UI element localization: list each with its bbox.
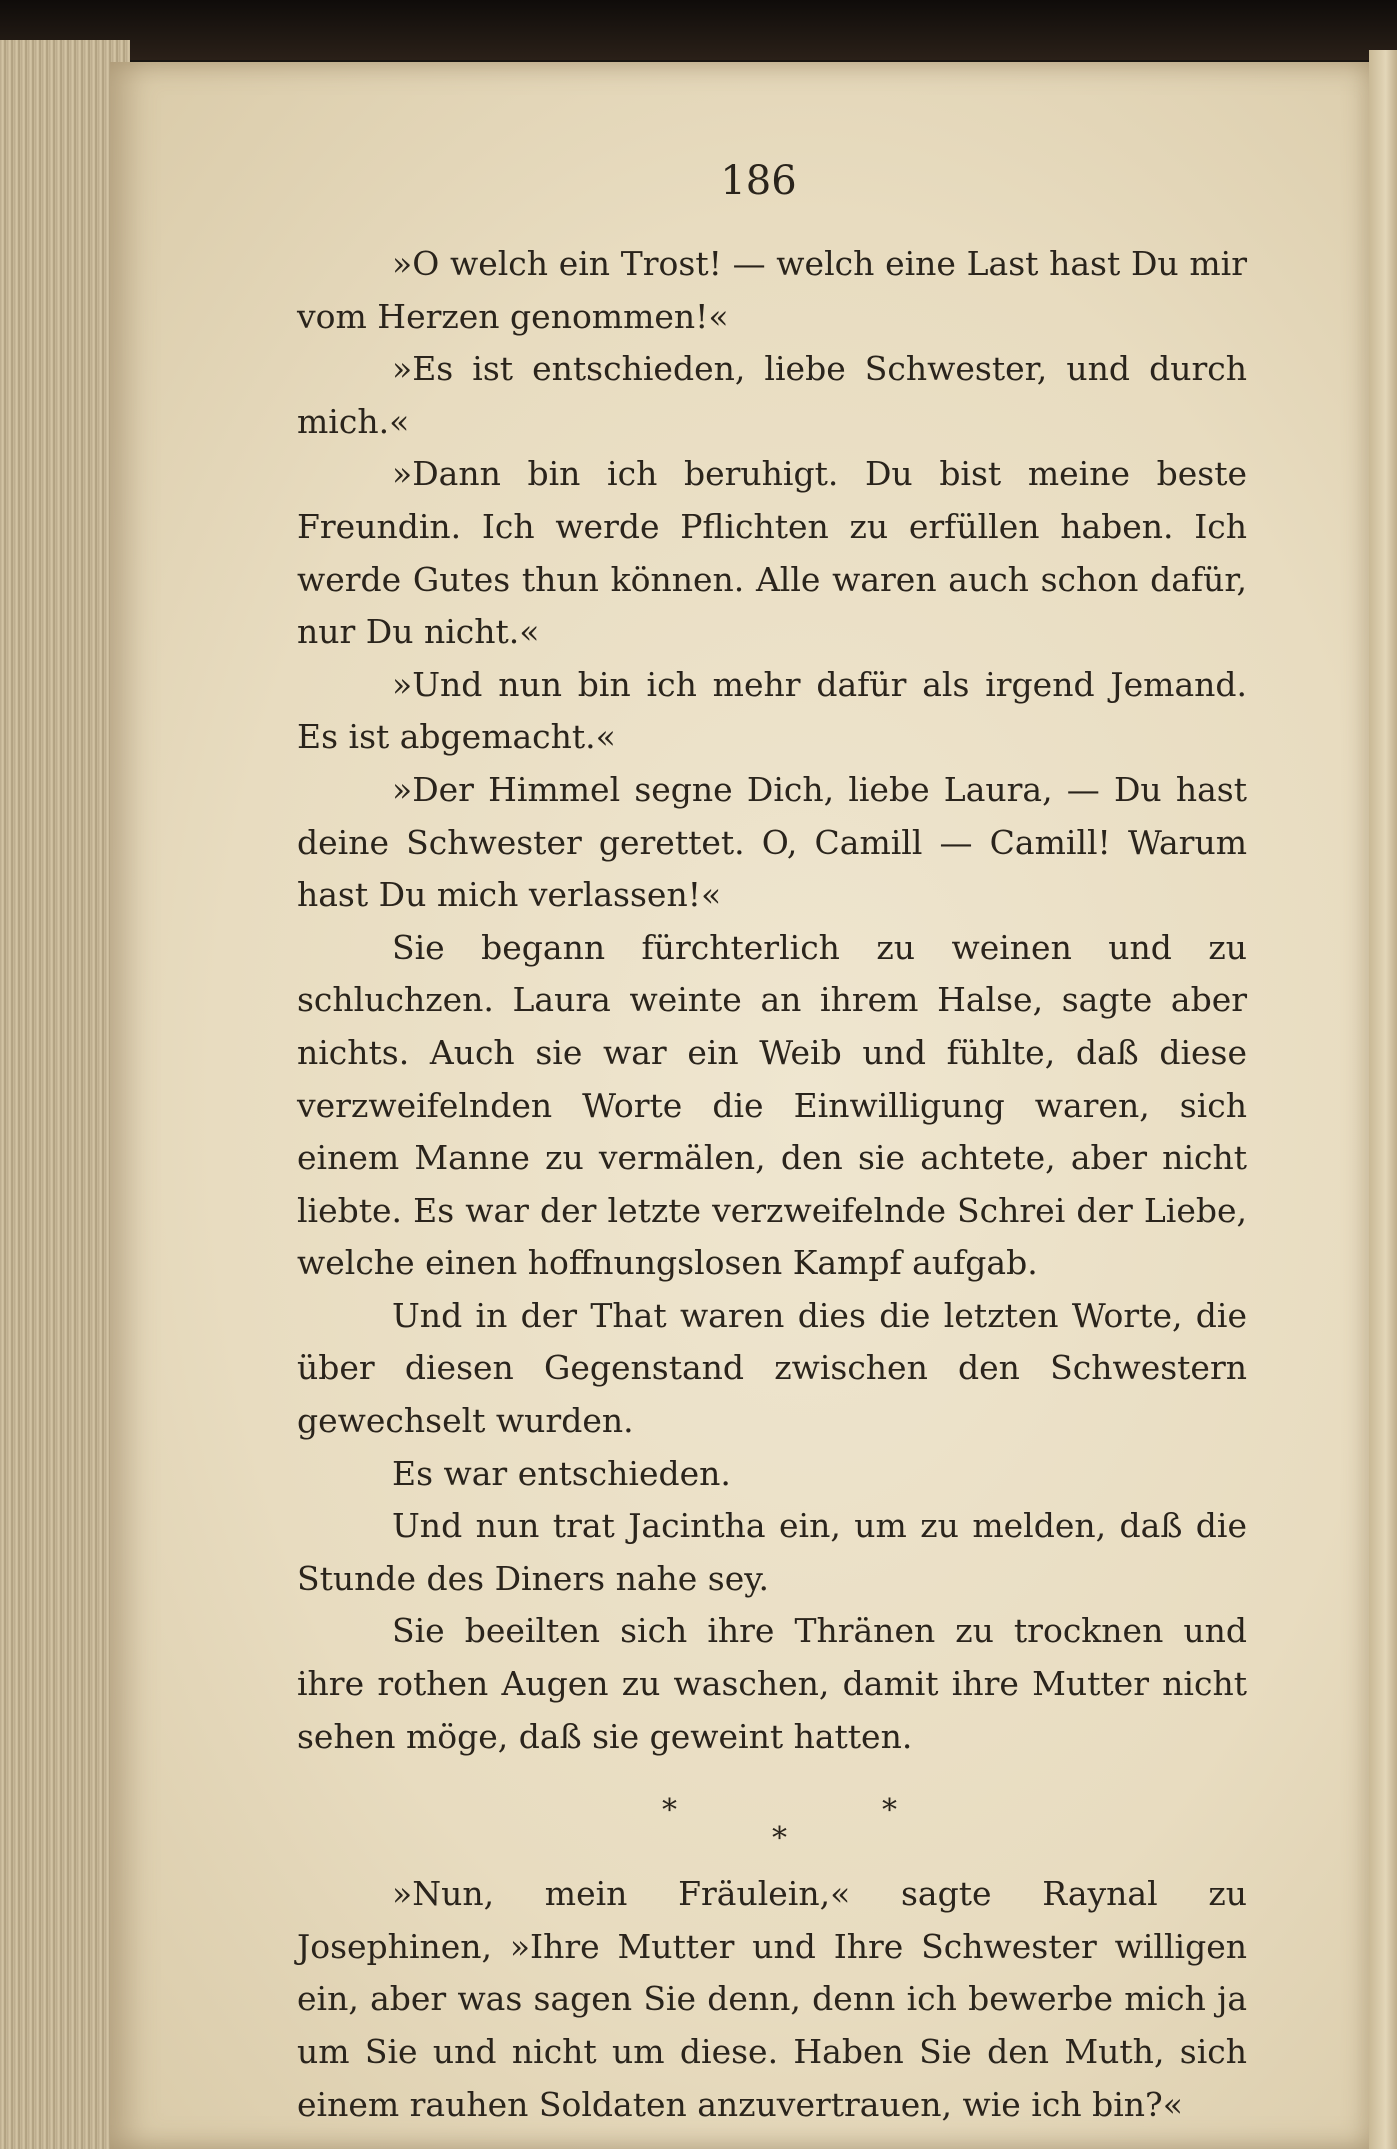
asterisk-center: *: [772, 1821, 787, 1857]
paragraph: Und in der That waren dies die letzten Worte, die über diesen Gegenstand zwischen den Schwestern gewechselt wurden.: [297, 1295, 1247, 1441]
paragraph: Sie beeilten sich ihre Thränen zu trocknen und ihre rothen Augen zu waschen, damit ihre Mutter nicht sehen möge, daß sie geweint hatten.: [297, 1611, 1247, 1756]
paragraph: Sie begann fürchterlich zu weinen und zu schluchzen. Laura weinte an ihrem Halse, sagte aber nichts. Auch sie war ein Weib und fühlte, daß diese verzweifelnden Worte die Einwilligung waren, sich einem Manne zu vermälen, den sie achtete, aber nicht liebte. Es war der letzte verzweifelnde Schrei der Liebe, welche einen hoffnungslosen Kampf aufgab.: [297, 927, 1247, 1283]
paragraph: »O welch ein Trost! — welch eine Last hast Du mir vom Herzen genommen!«: [297, 244, 1247, 336]
page-text: [297, 238, 1247, 2131]
paragraph: »Es ist entschieden, liebe Schwester, und durch mich.«: [297, 349, 1247, 441]
paragraph: Es war entschieden.: [392, 1453, 731, 1493]
paragraph: »Und nun bin ich mehr dafür als irgend Jemand. Es ist abgemacht.«: [297, 664, 1247, 757]
paragraph: »Nun, mein Fräulein,« sagte Raynal zu Josephinen, »Ihre Mutter und Ihre Schwester willigen ein, aber was sagen Sie denn, denn ich bewerbe mich ja um Sie und nicht um diese. Haben Sie den Muth, sich einem rauhen Soldaten anzuvertrauen, wie ich bin?«: [297, 1874, 1247, 2124]
paragraph: »Dann bin ich beruhigt. Du bist meine beste Freundin. Ich werde Pflichten zu erfüllen haben. Ich werde Gutes thun können. Alle waren auch schon dafür, nur Du nicht.«: [297, 454, 1247, 652]
paragraph: Und nun trat Jacintha ein, um zu melden, daß die Stunde des Diners nahe sey.: [297, 1506, 1247, 1598]
right-page-edge: [1369, 50, 1397, 2149]
asterisk-left: *: [662, 1793, 677, 1829]
section-separator: [297, 1763, 1247, 1868]
paragraph: »Der Himmel segne Dich, liebe Laura, — Du hast deine Schwester gerettet. O, Camill — Camill! Warum hast Du mich verlassen!«: [297, 769, 1247, 915]
page-number: 186: [720, 158, 797, 204]
asterisk-right: *: [882, 1793, 897, 1829]
book-top-edge: [0, 0, 1397, 60]
